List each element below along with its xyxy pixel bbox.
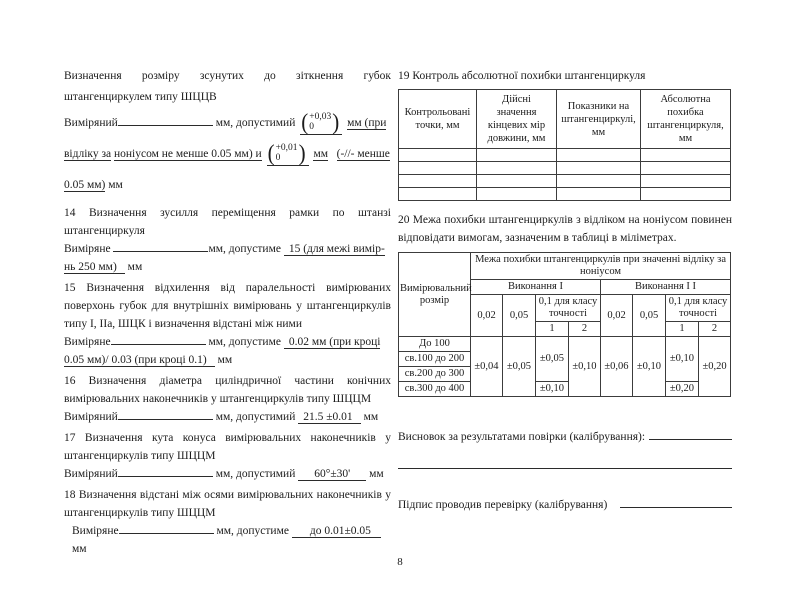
conclusion-label: Висновок за результатами повірки (калібрування): (398, 431, 646, 443)
left-column (64, 66, 391, 561)
left-paren: ( (301, 109, 309, 136)
unit-label: мм (369, 468, 384, 480)
item-13-measured-line (64, 108, 391, 201)
allowed-value: 0.02 мм (при кроці 0.05 мм)/ 0.03 (при кроці 0.1) (64, 336, 381, 366)
column-header: Дійсні значення кінцевих мір довжини, мм (477, 90, 557, 149)
class-header: 2 (569, 322, 601, 337)
sub-header: 0,02 (601, 295, 633, 337)
measured-label: Виміряне (64, 243, 111, 255)
table-row (399, 149, 731, 162)
tolerance-1-note-a: мм (при відліку за (64, 117, 387, 160)
empty-cell (557, 149, 641, 162)
measured-label: Виміряне (72, 525, 119, 537)
item-19-title: 19 Контроль абсолютної похибки штангенциркуля (398, 70, 646, 82)
limit-value: ±0,10 (536, 382, 569, 397)
item-13 (64, 66, 391, 201)
measured-label: Виміряне (64, 336, 111, 348)
allowed-value: 15 (для межі вимір-нь 250 мм) (64, 243, 385, 273)
blank-line (118, 466, 213, 477)
right-paren: ) (332, 109, 340, 136)
limit-value: ±0,10 (633, 337, 666, 397)
class-header: 2 (699, 322, 731, 337)
conclusion-line (398, 428, 732, 446)
limit-value: ±0,20 (666, 382, 699, 397)
class-header: 1 (666, 322, 699, 337)
page-number: 8 (397, 556, 403, 568)
group-header: Виконання I (471, 280, 601, 295)
sub-header: 0,05 (503, 295, 536, 337)
limit-value: ±0,05 (503, 337, 536, 397)
limit-value: ±0,06 (601, 337, 633, 397)
allowed-label: мм, допустимий (215, 468, 296, 480)
tolerance-1 (300, 111, 342, 135)
unit-label: мм (127, 261, 143, 273)
blank-line (118, 115, 213, 126)
item-20-text: 20 Межа похибки штангенциркулів з відліком на ноніусом повинен відповідати вимогам, зазначеним в таблиці в міліметрах. (398, 214, 732, 244)
item-14-measured-line (64, 240, 391, 276)
item-17 (64, 429, 391, 483)
table-row (399, 382, 731, 397)
allowed-label: мм, допустиме (208, 336, 281, 348)
empty-cell (399, 188, 477, 201)
tolerance-2-bottom: 0 (275, 153, 281, 164)
tolerance-1-top: +0,03 (309, 112, 332, 123)
item-18-measured-line (64, 522, 391, 558)
table-row (399, 162, 731, 175)
sub-header: 0,02 (471, 295, 503, 337)
item-15 (64, 279, 391, 369)
empty-cell (399, 175, 477, 188)
blank-line (398, 468, 732, 469)
table-row (399, 175, 731, 188)
blank-line (111, 334, 206, 345)
item-14-title: 14 Визначення зусилля переміщення рамки по штанзі штангенциркуля (64, 207, 391, 237)
sub-header: 0,1 для класу точності (536, 295, 601, 322)
empty-cell (399, 162, 477, 175)
item-14 (64, 204, 391, 276)
empty-cell (641, 149, 731, 162)
column-header: Показники на штангенциркулі, мм (557, 90, 641, 149)
blank-line (113, 241, 208, 252)
unit-label: мм (72, 543, 87, 555)
limit-value: ±0,20 (699, 337, 731, 397)
tolerance-1-note-b: ноніусом не менше 0.05 мм) и (113, 148, 262, 160)
empty-cell (641, 162, 731, 175)
sub-header: 0,05 (633, 295, 666, 337)
empty-cell (399, 149, 477, 162)
tolerance-2 (267, 142, 309, 166)
item-18-title: 18 Визначення відстані між осями вимірювальних наконечників у штангенциркулів типу ШЦЦМ (64, 489, 391, 519)
tolerance-1-bottom: 0 (309, 122, 314, 133)
right-paren: ) (298, 140, 306, 167)
column-header: Контрольовані точки, мм (399, 90, 477, 149)
measured-label: Виміряний (64, 411, 118, 423)
sub-header: 0,1 для класу точності (666, 295, 731, 322)
allowed-value: 21.5 ±0.01 (298, 411, 360, 424)
size-range: св.100 до 200 (399, 352, 471, 367)
left-paren: ( (267, 140, 275, 167)
empty-cell (477, 175, 557, 188)
item-13-title: Визначення розміру зсунутих до зіткнення губок штангенциркулем типу ШЦЦВ (64, 70, 391, 103)
error-control-table (398, 89, 731, 201)
blank-line (649, 428, 732, 440)
item-15-title: 15 Визначення відхилення від паралельності вимірюваних поверхонь губок для внутрішніх вимірювань у штангенциркулів типу I, IIа, ШЦК і визначення відстані між ними (64, 282, 391, 330)
limit-value: ±0,04 (471, 337, 503, 397)
item-16-measured-line (64, 408, 391, 426)
allowed-label: мм, допустимий (215, 411, 296, 423)
item-16 (64, 372, 391, 426)
blank-line (119, 523, 214, 534)
empty-cell (641, 188, 731, 201)
signature-line (398, 496, 732, 511)
blank-line (118, 409, 213, 420)
unit-label: мм (363, 411, 379, 423)
measured-label: Виміряний (64, 468, 118, 480)
table-header-row (399, 90, 731, 149)
column-header: Абсолютна похибка штангенциркуля, мм (641, 90, 731, 149)
empty-cell (477, 149, 557, 162)
allowed-value: 60°±30' (298, 468, 366, 481)
item-16-title: 16 Визначення діаметра циліндричної частини конічних вимірювальних наконечників у штангенциркулів типу ШЦЦМ (64, 375, 391, 405)
table-row (399, 188, 731, 201)
allowed-value: до 0.01±0.05 (292, 525, 381, 538)
size-range: св.300 до 400 (399, 382, 471, 397)
limit-value: ±0,10 (666, 337, 699, 382)
table-row (399, 337, 731, 352)
group-header: Виконання I I (601, 280, 731, 295)
empty-cell (557, 188, 641, 201)
size-range: св.200 до 300 (399, 367, 471, 382)
span-header: Межа похибки штангенциркулів при значенні відліку за ноніусом (471, 253, 731, 280)
size-range: До 100 (399, 337, 471, 352)
error-limits-table (398, 252, 731, 397)
allowed-label: мм, допустиме (208, 243, 281, 255)
empty-cell (477, 188, 557, 201)
item-17-title: 17 Визначення кута конуса вимірювальних наконечників у штангенциркулів типу ШЦЦМ (64, 432, 391, 462)
class-header: 1 (536, 322, 569, 337)
limit-value: ±0,10 (569, 337, 601, 397)
item-15-measured-line (64, 333, 391, 369)
empty-cell (557, 162, 641, 175)
tolerance-2-note: (-//- менше 0.05 мм) (64, 148, 390, 191)
unit-label: мм (217, 354, 233, 366)
tolerance-2-top: +0,01 (275, 143, 298, 154)
item-18 (64, 486, 391, 558)
empty-cell (557, 175, 641, 188)
item-17-measured-line (64, 465, 391, 483)
measured-label: Виміряний (64, 117, 118, 129)
table-header-row (399, 253, 731, 280)
row-header: Вимірювальний розмір (399, 253, 471, 337)
signature-label: Підпис проводив перевірку (калібрування) (398, 499, 608, 511)
tolerance-2-unit: мм (313, 148, 328, 160)
empty-cell (477, 162, 557, 175)
allowed-label: мм, допустимий (215, 117, 296, 129)
limit-value: ±0,05 (536, 337, 569, 382)
unit-label: мм (108, 179, 123, 191)
allowed-label: мм, допустиме (216, 525, 289, 537)
right-column (398, 66, 732, 511)
empty-cell (641, 175, 731, 188)
blank-line (620, 496, 732, 508)
